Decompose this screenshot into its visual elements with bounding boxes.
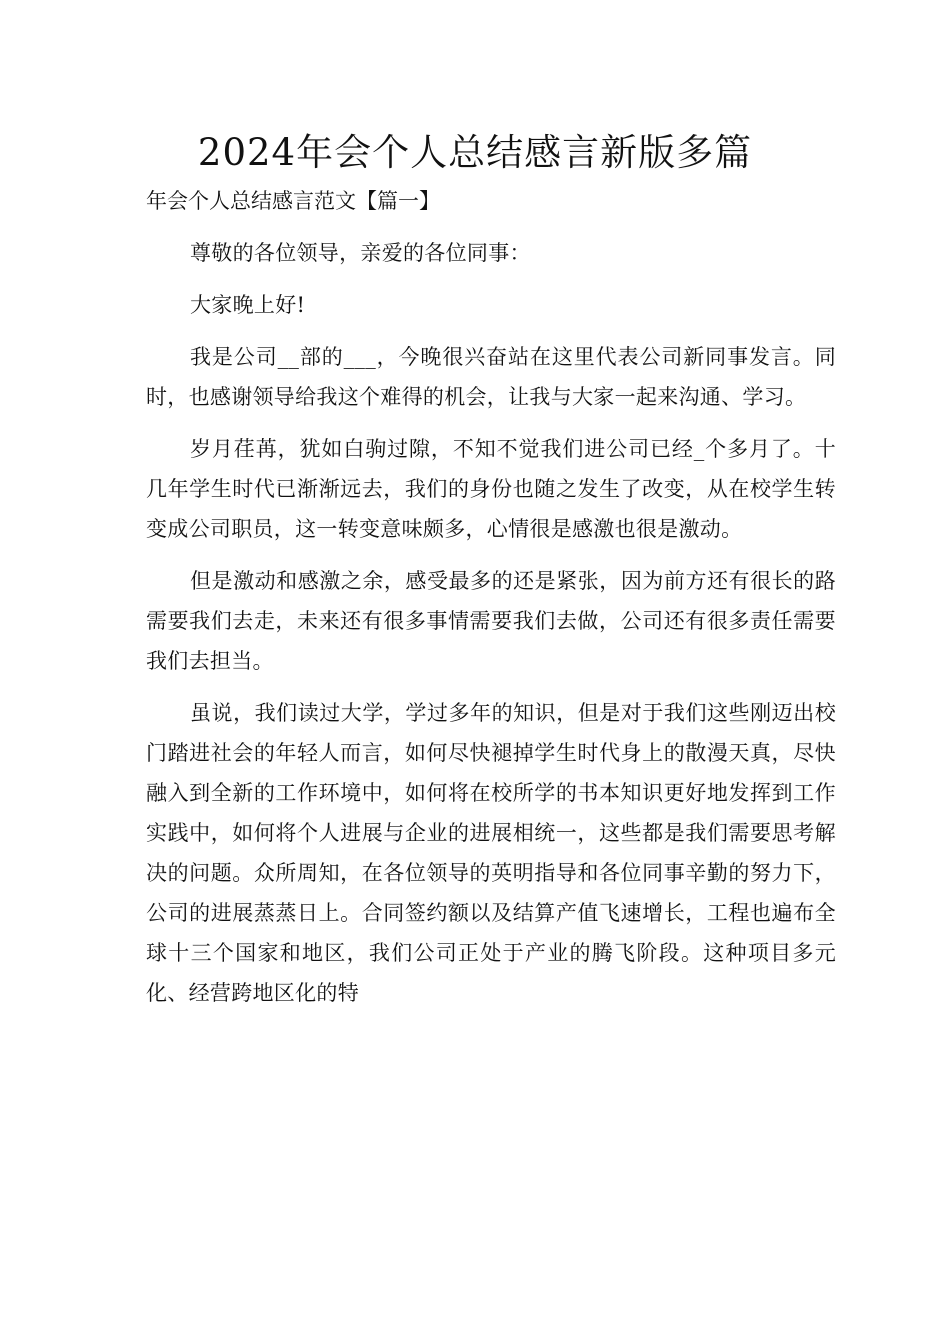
paragraph-reflection: 虽说，我们读过大学，学过多年的知识，但是对于我们这些刚迈出校门踏进社会的年轻人而言，如何尽快褪掉学生时代身上的散漫天真，尽快融入到全新的工作环境中，如何将在校所学的书本知识更好地发挥到工作实践中，如何将个人进展与企业的进展相统一，这些都是我们需要思考解决的问题。众所周知，在各位领导的英明指导和各位同事辛勤的努力下，公司的进展蒸蒸日上。合同签约额以及结算产值飞速增长，工程也遍布全球十三个国家和地区，我们公司正处于产业的腾飞阶段。这种项目多元化、经营跨地区化的特 [146, 701, 836, 1005]
paragraph-nervousness: 但是激动和感激之余，感受最多的还是紧张，因为前方还有很长的路需要我们去走，未来还有很多事情需要我们去做，公司还有很多责任需要我们去担当。 [146, 569, 836, 673]
paragraph-time-passing: 岁月荏苒，犹如白驹过隙，不知不觉我们进公司已经_个多月了。十几年学生时代已渐渐远去，我们的身份也随之发生了改变，从在校学生转变成公司职员，这一转变意味颇多，心情很是感激也很是激动。 [146, 437, 836, 541]
paragraph-salutation: 大家晚上好! [190, 293, 306, 317]
section-heading: 年会个人总结感言范文【篇一】 [146, 189, 440, 213]
paragraph-greeting: 尊敬的各位领导，亲爱的各位同事： [190, 241, 531, 265]
document-title: 2024年会个人总结感言新版多篇 [197, 131, 753, 174]
document-body [146, 233, 836, 1025]
paragraph-introduction: 我是公司__部的___，今晚很兴奋站在这里代表公司新同事发言。同时，也感谢领导给我这个难得的机会，让我与大家一起来沟通、学习。 [146, 345, 836, 409]
